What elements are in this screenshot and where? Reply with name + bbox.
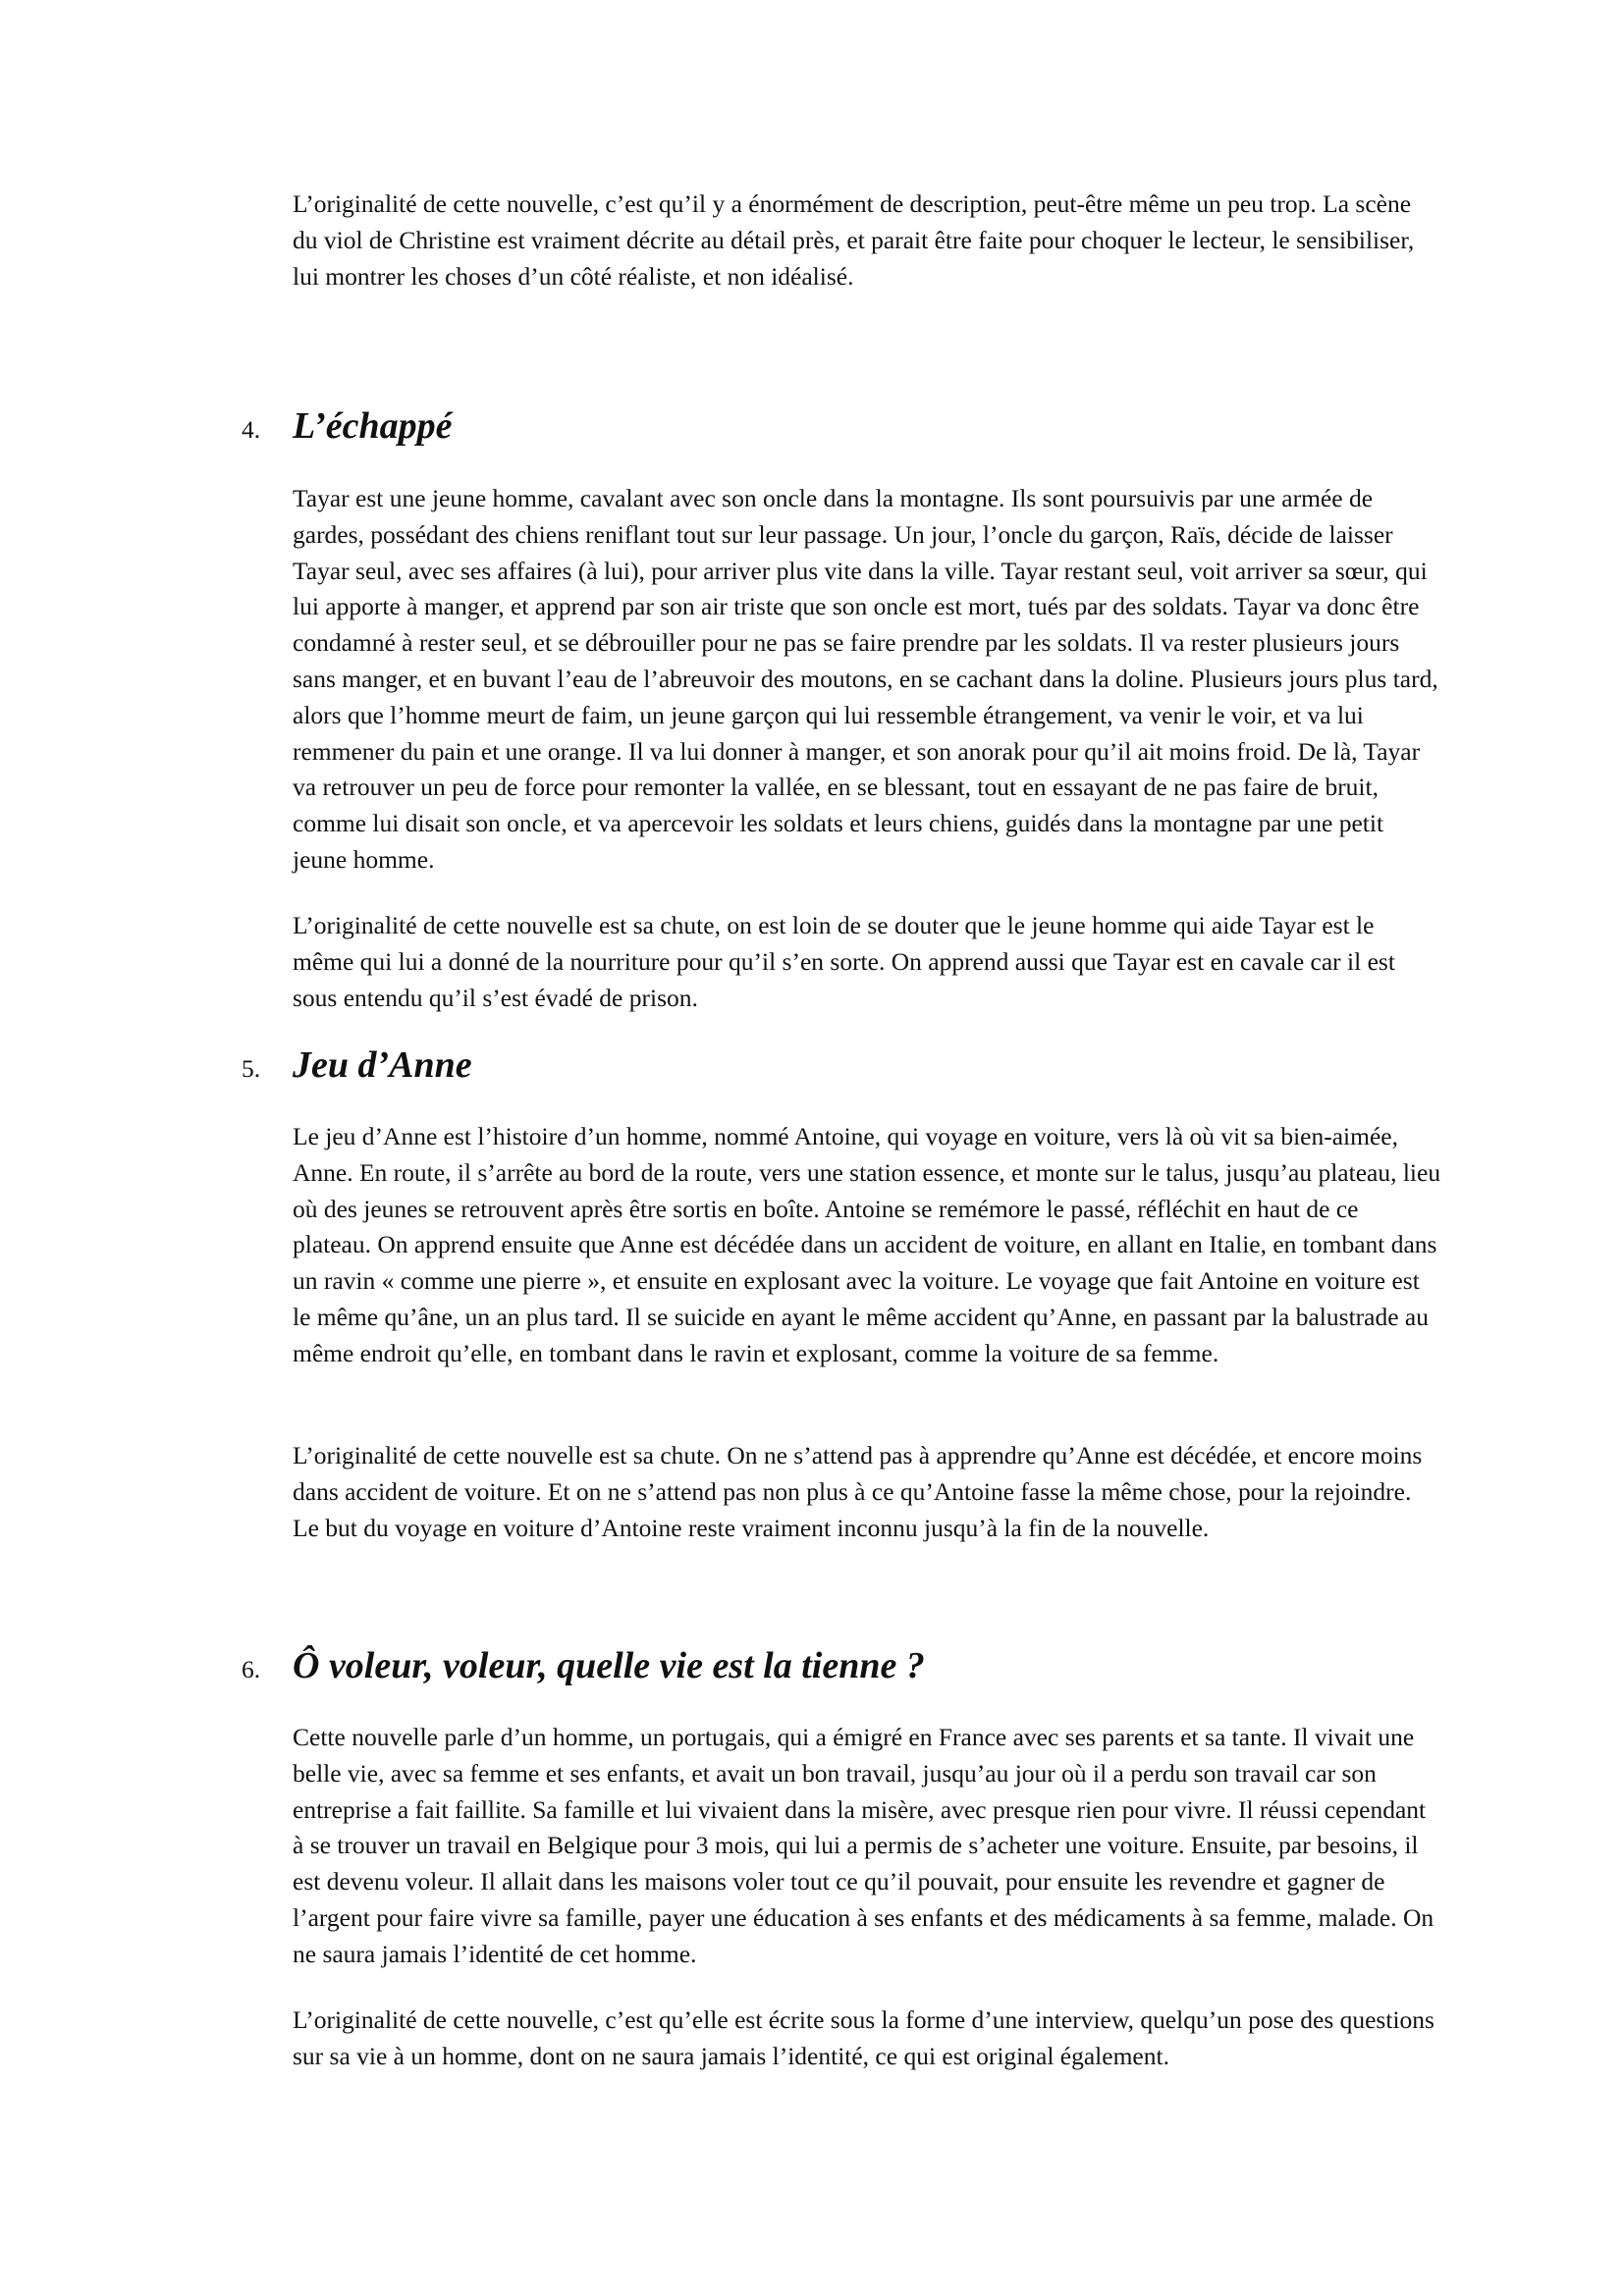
section-6-originality: L’originalité de cette nouvelle, c’est qu’elle est écrite sous la forme d’une interview, quelqu’un pose des questions sur sa vie à un homme, dont on ne saura jamais l’identité, ce qui est original également.	[293, 2005, 1434, 2070]
section-4-originality: L’originalité de cette nouvelle est sa chute, on est loin de se douter que le jeune homme qui aide Tayar est le même qui lui a donné de la nourriture pour qu’il s’en sorte. On apprend aussi que Tayar est en cavale car il est sous entendu qu’il s’est évadé de prison.	[293, 911, 1395, 1012]
section-title: L’échappé	[293, 405, 453, 447]
section-4-summary: Tayar est une jeune homme, cavalant avec son oncle dans la montagne. Ils sont poursuivis par une armée de gardes, possédant des chiens reniflant tout sur leur passage. Un jour, l’oncle du garçon, Raïs, décide de laisser Tayar seul, avec ses affaires (à lui), pour arriver plus vite dans la ville. Tayar restant seul, voit arriver sa sœur, qui lui apporte à manger, et apprend par son air triste que son oncle est mort, tués par des soldats. Tayar va donc être condamné à rester seul, et se débrouiller pour ne pas se faire prendre par les soldats. Il va rester plusieurs jours sans manger, et en buvant l’eau de l’abreuvoir des moutons, en se cachant dans la doline. Plusieurs jours plus tard, alors que l’homme meurt de faim, un jeune garçon qui lui ressemble étrangement, va venir le voir, et va lui remmener du pain et une orange. Il va lui donner à manger, et son anorak pour qu’il ait moins froid. De là, Tayar va retrouver un peu de force pour remonter la vallée, en se blessant, tout en essayant de ne pas faire de bruit, comme lui disait son oncle, et va apercevoir les soldats et leurs chiens, guidés dans la montagne par une petit jeune homme.	[293, 484, 1438, 874]
section-title: Jeu d’Anne	[293, 1044, 472, 1086]
section-heading-5	[242, 1043, 1449, 1087]
section-heading-6	[242, 1644, 1449, 1687]
section-number: 4.	[242, 415, 261, 444]
section-6-summary: Cette nouvelle parle d’un homme, un portugais, qui a émigré en France avec ses parents et sa tante. Il vivait une belle vie, avec sa femme et ses enfants, et avait un bon travail, jusqu’au jour où il a perdu son travail car son entreprise a fait faillite. Sa famille et lui vivaient dans la misère, avec presque rien pour vivre. Il réussi cependant à se trouver un travail en Belgique pour 3 mois, qui lui a permis de s’acheter une voiture. Ensuite, par besoins, il est devenu voleur. Il allait dans les maisons voler tout ce qu’il pouvait, pour ensuite les revendre et gagner de l’argent pour faire vivre sa famille, payer une éducation à ses enfants et des médicaments à sa femme, malade. On ne saura jamais l’identité de cet homme.	[293, 1723, 1434, 1968]
section-5-summary: Le jeu d’Anne est l’histoire d’un homme, nommé Antoine, qui voyage en voiture, vers là où vit sa bien-aimée, Anne. En route, il s’arrête au bord de la route, vers une station essence, et monte sur le talus, jusqu’au plateau, lieu où des jeunes se retrouvent après être sortis en boîte. Antoine se remémore le passé, réfléchit en haut de ce plateau. On apprend ensuite que Anne est décédée dans un accident de voiture, en allant en Italie, en tombant dans un ravin « comme une pierre », et ensuite en explosant avec la voiture. Le voyage que fait Antoine en voiture est le même qu’âne, un an plus tard. Il se suicide en ayant le même accident qu’Anne, en passant par la balustrade au même endroit qu’elle, en tombant dans le ravin et explosant, comme la voiture de sa femme.	[293, 1122, 1441, 1367]
section-number: 5.	[242, 1054, 261, 1083]
section-title: Ô voleur, voleur, quelle vie est la tienne ?	[293, 1645, 925, 1686]
section-heading-4	[242, 404, 1449, 448]
section-number: 6.	[242, 1655, 261, 1683]
section-5-originality: L’originalité de cette nouvelle est sa chute. On ne s’attend pas à apprendre qu’Anne est décédée, et encore moins dans accident de voiture. Et on ne s’attend pas non plus à ce qu’Antoine fasse la même chose, pour la rejoindre. Le but du voyage en voiture d’Antoine reste vraiment inconnu jusqu’à la fin de la nouvelle.	[293, 1441, 1423, 1542]
intro-paragraph: L’originalité de cette nouvelle, c’est qu’il y a énormément de description, peut-être même un peu trop. La scène du viol de Christine est vraiment décrite au détail près, et parait être faite pour choquer le lecteur, le sensibiliser, lui montrer les choses d’un côté réaliste, et non idéalisé.	[293, 189, 1415, 291]
